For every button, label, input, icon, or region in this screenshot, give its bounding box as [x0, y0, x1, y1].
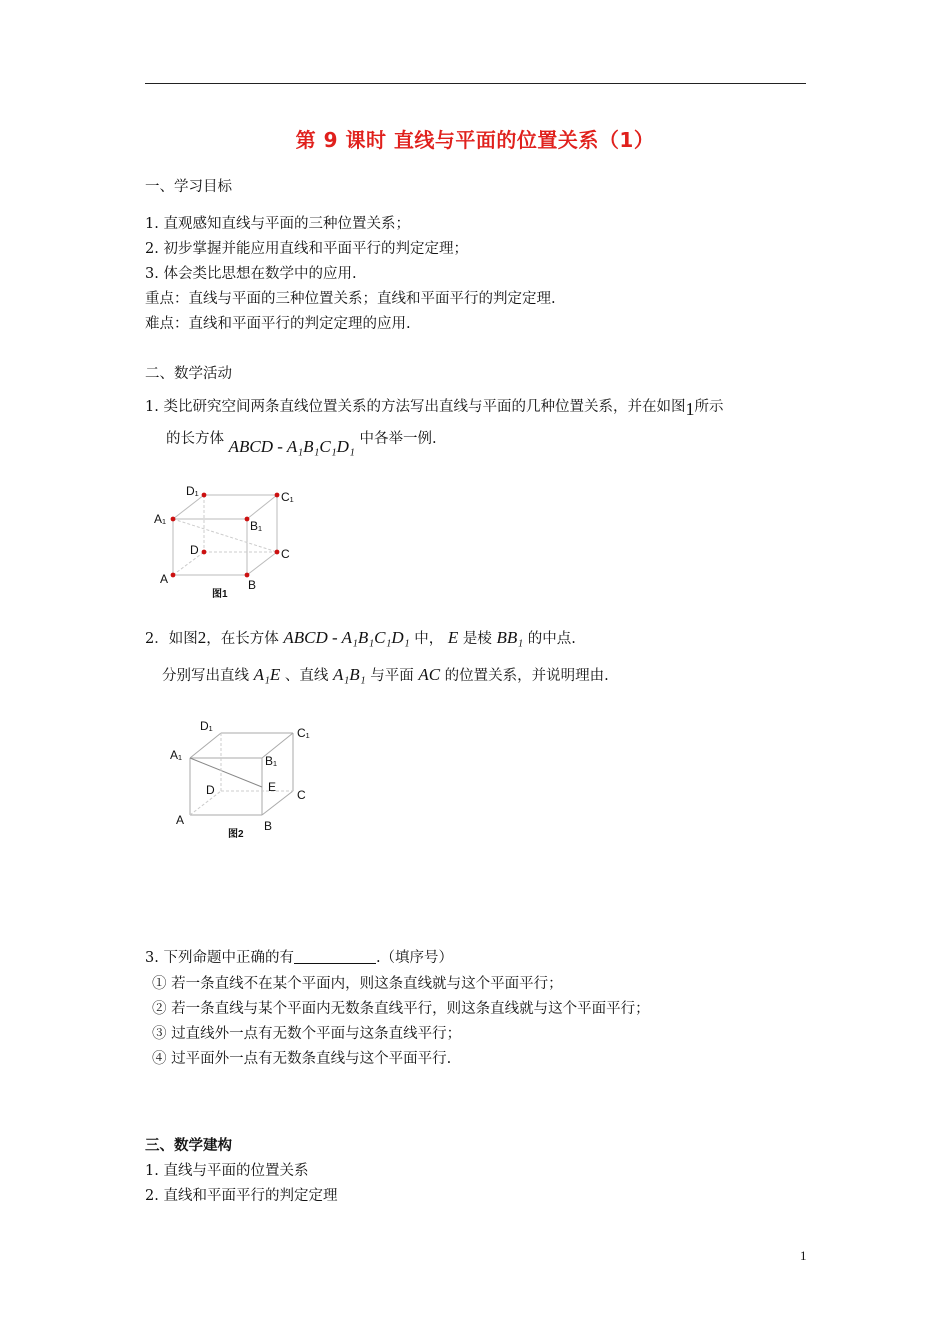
edge-bc: [247, 552, 277, 575]
q3-option-4: ④ 过平面外一点有无数条直线与这个平面平行.: [152, 1051, 452, 1067]
page-number: 1: [800, 1248, 807, 1263]
q3-prefix: 3. 下列命题中正确的有: [145, 950, 294, 966]
label-e: E: [268, 780, 277, 794]
label-b: B: [248, 578, 257, 592]
q2-prefix: 2．如图: [145, 631, 198, 647]
q2-formula: ABCD - A₁B₁C₁D₁: [283, 628, 410, 647]
vertex-a1-dot: [171, 517, 176, 522]
label-d1: D₁: [200, 719, 213, 733]
goal-item-1: 1. 直观感知直线与平面的三种位置关系；: [145, 216, 410, 232]
label-c1: C₁: [297, 726, 310, 740]
page-title: 第 9 课时 直线与平面的位置关系（1）: [295, 128, 655, 152]
q2-fig-num: 2: [197, 628, 207, 647]
label-a: A: [160, 572, 169, 586]
vertex-d1-dot: [202, 493, 207, 498]
q2-point-e: E: [447, 628, 459, 647]
q1-line2: [166, 428, 437, 456]
vertex-a-dot: [171, 573, 176, 578]
label-c: C: [297, 788, 306, 802]
label-c1: C₁: [281, 490, 294, 504]
q2-mid2: 中，: [414, 631, 444, 647]
q2-line2-end: 的位置关系，并说明理由.: [444, 668, 609, 684]
q2-line-a1e: A₁E: [253, 665, 281, 684]
q3-stem: [145, 948, 453, 968]
construct-item-2: 2. 直线和平面平行的判定定理: [145, 1188, 338, 1204]
q1-text-end: 所示: [694, 399, 724, 415]
label-d1: D₁: [186, 484, 199, 498]
hidden-edge-ad: [173, 552, 204, 575]
goal-item-2: 2. 初步掌握并能应用直线和平面平行的判定定理；: [145, 241, 468, 257]
q3-option-1: ① 若一条直线不在某个平面内，则这条直线就与这个平面平行；: [152, 976, 563, 992]
edge-a1d1: [173, 495, 204, 519]
q3-option-2: ② 若一条直线与某个平面内无数条直线平行，则这条直线就与这个平面平行；: [152, 1001, 650, 1017]
edge-bc: [262, 791, 293, 815]
section3-heading: 三、数学建构: [145, 1138, 232, 1154]
vertex-c1-dot: [275, 493, 280, 498]
q1-text: 1. 类比研究空间两条直线位置关系的方法写出直线与平面的几种位置关系，并在如图: [145, 399, 686, 415]
construct-item-1: 1. 直线与平面的位置关系: [145, 1163, 309, 1179]
q2-plane-ac: AC: [418, 665, 441, 684]
figure-1-caption: 图1: [212, 589, 228, 600]
q2-end: 的中点.: [527, 631, 576, 647]
difficulty: 难点：直线和平面平行的判定定理的应用.: [145, 316, 411, 332]
q1-formula: ABCD - A₁B₁C₁D₁: [228, 437, 355, 456]
figure-2-cuboid: [165, 715, 325, 845]
vertex-c-dot: [275, 550, 280, 555]
q2-line2-pre: 分别写出直线: [162, 668, 249, 684]
label-c: C: [281, 547, 290, 561]
vertex-b-dot: [245, 573, 250, 578]
section2-heading: 二、数学活动: [145, 366, 232, 382]
label-a: A: [176, 813, 185, 827]
label-b: B: [264, 819, 273, 833]
q3-suffix: .（填序号）: [375, 950, 454, 966]
label-d: D: [206, 783, 215, 797]
label-b1: B₁: [265, 754, 278, 768]
label-d: D: [190, 543, 199, 557]
vertex-b1-dot: [245, 517, 250, 522]
q1-fig-num: 1: [685, 399, 695, 419]
label-a1: A₁: [154, 512, 167, 526]
q2-line2-mid: 与平面: [370, 668, 414, 684]
q2-line1: [145, 628, 576, 649]
q2-edge: BB₁: [496, 628, 524, 647]
figure-2-caption: 图2: [228, 829, 244, 840]
key-points: 重点：直线与平面的三种位置关系；直线和平面平行的判定定理.: [145, 291, 556, 307]
q1-line2-post: 中各举一例.: [359, 431, 437, 447]
goal-item-3: 3. 体会类比思想在数学中的应用.: [145, 266, 357, 282]
q2-mid3: 是棱: [462, 631, 492, 647]
q3-option-3: ③ 过直线外一点有无数个平面与这条直线平行；: [152, 1026, 462, 1042]
q1-line1: [145, 397, 723, 419]
q2-sep: 、直线: [284, 668, 329, 684]
section1-heading: 一、学习目标: [145, 179, 232, 195]
q2-line-a1b1: A₁B₁: [333, 665, 366, 684]
answer-blank[interactable]: [294, 949, 376, 964]
label-b1: B₁: [250, 519, 263, 533]
segment-a1e: [190, 758, 262, 787]
figure-1-cuboid: [150, 480, 310, 602]
q1-line2-pre: 的长方体: [166, 431, 224, 447]
q2-mid1: ，在长方体: [206, 631, 279, 647]
edge-b1c1: [247, 495, 277, 519]
q2-line2: [162, 665, 609, 686]
label-a1: A₁: [170, 748, 183, 762]
edge-a1d1: [190, 733, 221, 758]
header-rule: [145, 83, 806, 84]
vertex-d-dot: [202, 550, 207, 555]
